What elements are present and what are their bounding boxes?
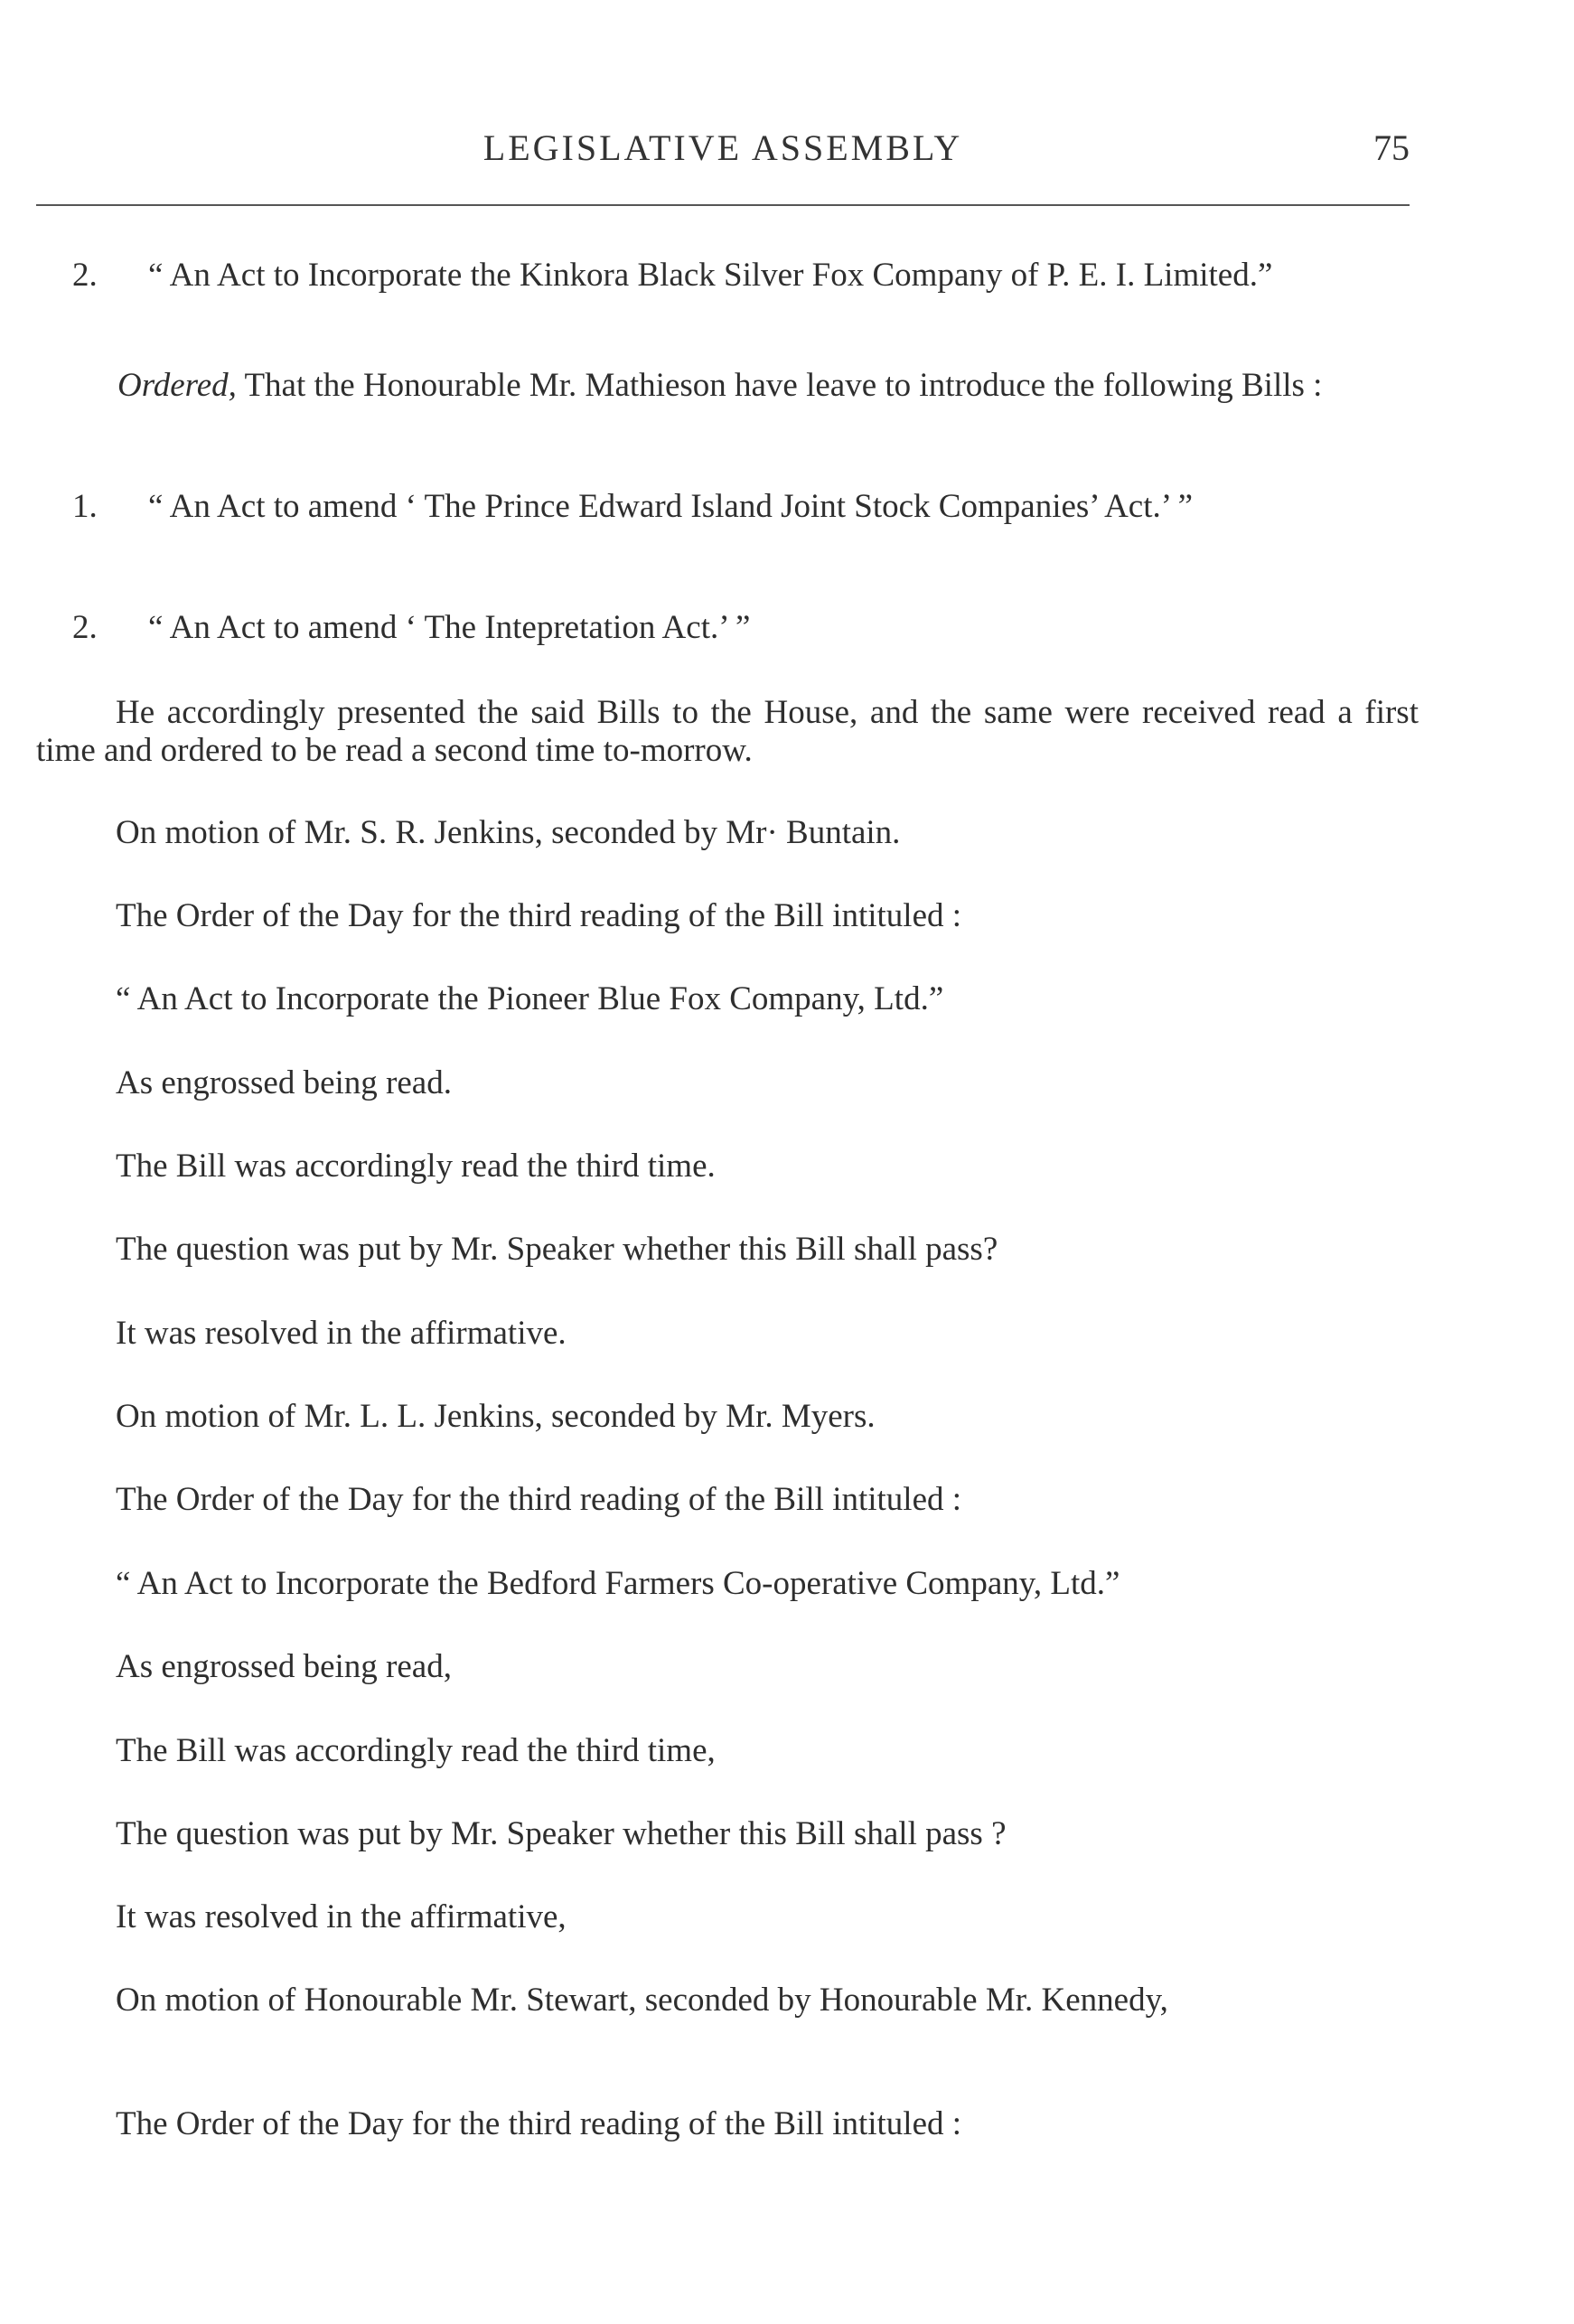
bill-item-kinkora [36, 257, 1419, 295]
paragraph-text: On motion of Mr. S. R. Jenkins, seconded by Mr· Buntain. [116, 814, 901, 851]
question-line [36, 1231, 1419, 1269]
paragraph-text: The question was put by Mr. Speaker whether this Bill shall pass ? [116, 1815, 1007, 1852]
paragraph-text: “ An Act to Incorporate the Pioneer Blue Fox Company, Ltd.” [116, 980, 944, 1017]
running-title: LEGISLATIVE ASSEMBLY [483, 127, 963, 168]
engrossed-line [36, 1064, 1419, 1102]
third-reading-line [36, 1732, 1419, 1770]
third-reading-line [36, 1148, 1419, 1185]
motion-line [36, 814, 1419, 852]
paragraph-text: He accordingly presented the said Bills to the House, and the same were received read a first time and ordered to be read a second time to-morrow. [36, 694, 1419, 769]
presentation-paragraph [36, 694, 1419, 770]
paragraph-text: The Order of the Day for the third reading of the Bill intituled : [116, 1481, 962, 1518]
paragraph-text: “ An Act to Incorporate the Bedford Farmers Co-operative Company, Ltd.” [116, 1565, 1120, 1602]
header-rule [36, 204, 1410, 206]
bill-item-joint-stock [36, 488, 1419, 526]
paragraph-text: It was resolved in the affirmative. [116, 1315, 567, 1352]
engrossed-line [36, 1648, 1419, 1686]
item-number: 1. [72, 488, 98, 525]
paragraph-text: That the Honourable Mr. Mathieson have leave to introduce the following Bills : [236, 367, 1323, 404]
paragraph-lead: Ordered, [117, 367, 237, 404]
paragraph-text: The question was put by Mr. Speaker whether this Bill shall pass? [116, 1231, 998, 1268]
bill-item-interpretation [36, 609, 1419, 647]
paragraph-text: On motion of Honourable Mr. Stewart, seconded by Honourable Mr. Kennedy, [116, 1982, 1168, 2019]
bill-title-line [36, 1565, 1419, 1603]
order-paragraph [36, 367, 1419, 405]
paragraph-text: “ An Act to amend ‘ The Prince Edward Island Joint Stock Companies’ Act.’ ” [148, 488, 1193, 525]
question-line [36, 1815, 1419, 1853]
resolved-line [36, 1898, 1419, 1936]
resolved-line [36, 1315, 1419, 1353]
order-of-day-line [36, 897, 1419, 935]
paragraph-text: “ An Act to Incorporate the Kinkora Black Silver Fox Company of P. E. I. Limited.” [148, 257, 1273, 294]
paragraph-text: The Bill was accordingly read the third time, [116, 1732, 716, 1769]
paragraph-text: As engrossed being read. [116, 1064, 452, 1101]
paragraph-text: “ An Act to amend ‘ The Intepretation Act.’ ” [148, 609, 751, 646]
paragraph-text: The Order of the Day for the third reading of the Bill intituled : [116, 2105, 962, 2142]
item-number: 2. [72, 609, 98, 646]
paragraph-text: As engrossed being read, [116, 1648, 452, 1685]
paragraph-text: It was resolved in the affirmative, [116, 1898, 567, 1935]
paragraph-text: On motion of Mr. L. L. Jenkins, seconded by Mr. Myers. [116, 1398, 876, 1435]
page-number: 75 [1373, 127, 1410, 168]
motion-paragraph [36, 1982, 1419, 2019]
order-of-day-line [36, 2105, 1419, 2143]
order-of-day-line [36, 1481, 1419, 1519]
paragraph-text: The Order of the Day for the third reading of the Bill intituled : [116, 897, 962, 934]
page-header [36, 127, 1410, 181]
item-number: 2. [72, 257, 98, 294]
motion-line [36, 1398, 1419, 1436]
paragraph-text: The Bill was accordingly read the third time. [116, 1148, 716, 1185]
bill-title-line [36, 980, 1419, 1018]
